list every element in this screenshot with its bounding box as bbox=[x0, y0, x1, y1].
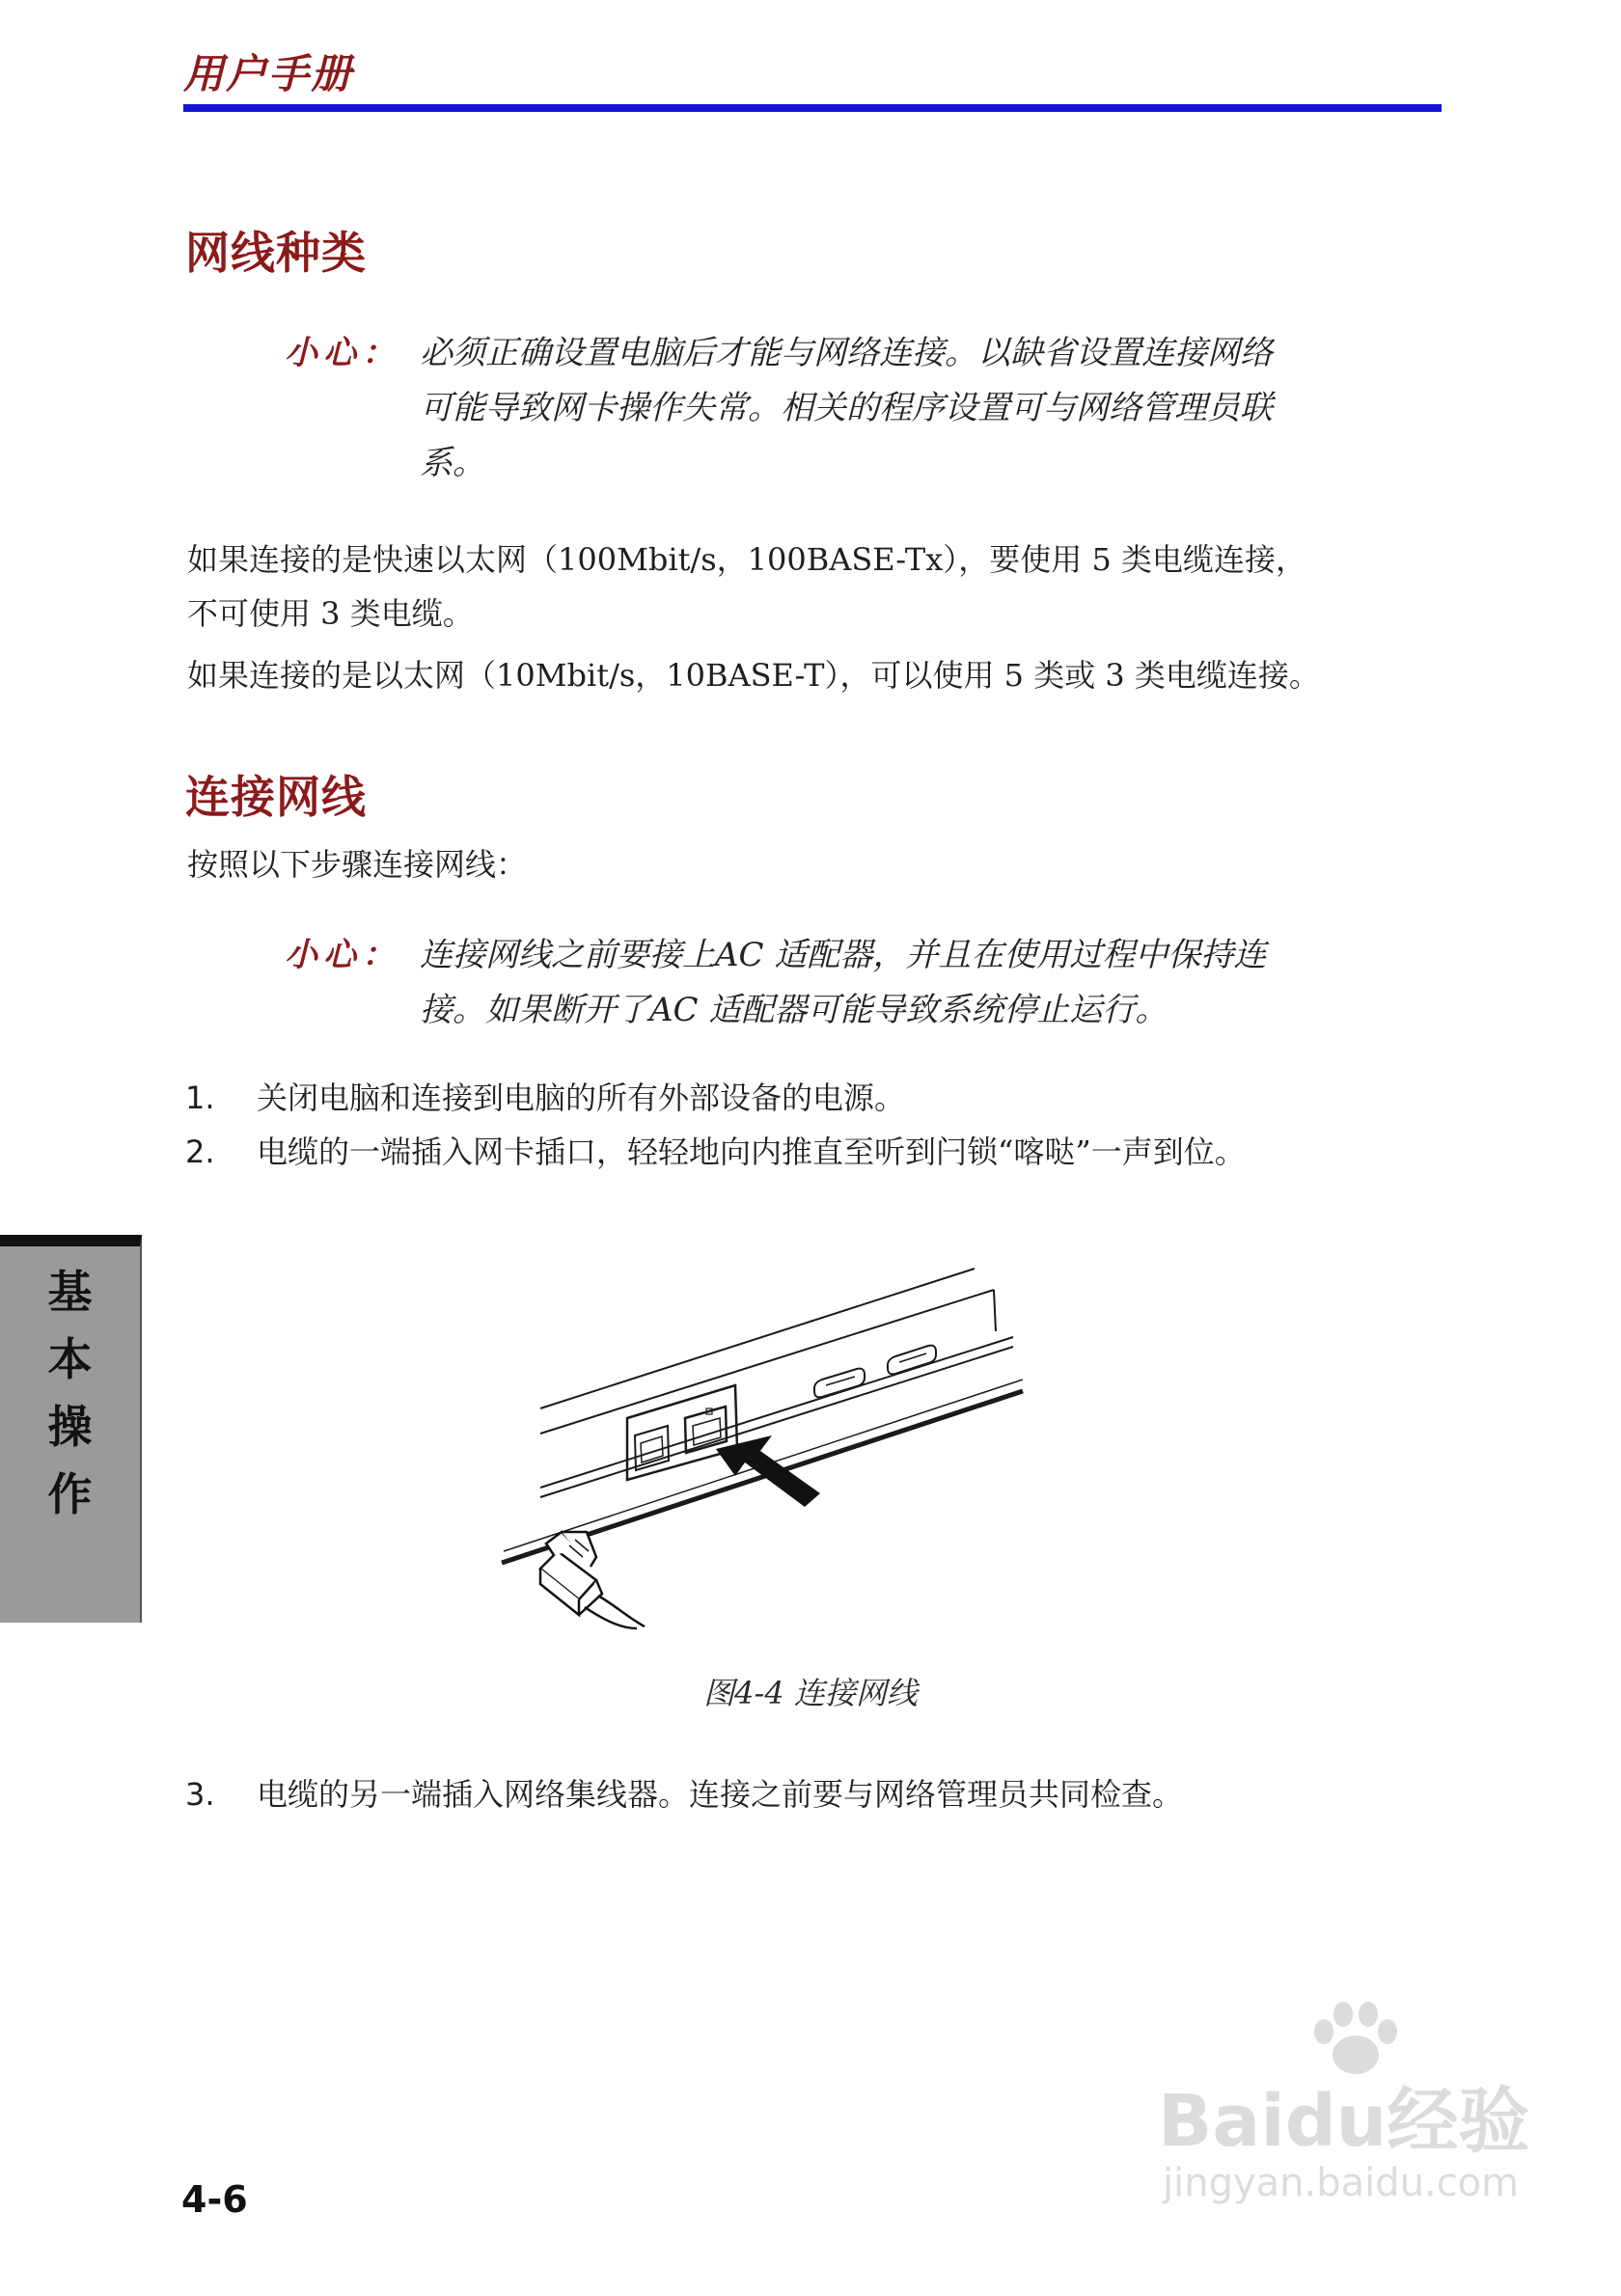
header-rule bbox=[183, 104, 1442, 112]
lan-connection-illustration bbox=[482, 1244, 1061, 1630]
step-text: 电缆的一端插入网卡插口，轻轻地向内推直至听到闩锁“喀哒”一声到位。 bbox=[257, 1134, 1246, 1170]
step-number: 3. bbox=[185, 1776, 215, 1813]
step-text: 关闭电脑和连接到电脑的所有外部设备的电源。 bbox=[257, 1080, 906, 1116]
laptop-top-edge bbox=[540, 1269, 975, 1408]
chapter-side-tab bbox=[0, 1235, 142, 1623]
rj45-plug-icon bbox=[538, 1532, 602, 1615]
step-number: 2. bbox=[185, 1134, 215, 1170]
page-number: 4-6 bbox=[181, 2178, 248, 2221]
caution-label-text: 小心： bbox=[285, 334, 400, 372]
paragraph-line: 如果连接的是快速以太网（100Mbit/s，100BASE-Tx），要使用 5 类电缆连接， bbox=[187, 541, 1306, 578]
header-title: 用户手册 bbox=[183, 50, 354, 97]
caution-block-2 bbox=[420, 928, 1404, 1038]
baidu-paw-icon bbox=[1303, 1997, 1409, 2084]
insert-arrow-icon bbox=[716, 1435, 820, 1507]
side-tab-char: 操 bbox=[47, 1401, 93, 1453]
caution-line: 连接网线之前要接上AC 适配器，并且在使用过程中保持连 bbox=[420, 936, 1267, 974]
caution-block-1 bbox=[420, 326, 1404, 491]
side-tab-char: 基 bbox=[47, 1266, 93, 1318]
list-item bbox=[185, 1767, 1469, 1821]
paragraph-fast-ethernet bbox=[187, 533, 1461, 641]
steps-intro: 按照以下步骤连接网线： bbox=[187, 846, 528, 883]
caution-line: 可能导致网卡操作失常。相关的程序设置可与网络管理员联 bbox=[420, 389, 1273, 427]
side-tab-char: 作 bbox=[47, 1468, 93, 1520]
section-heading-cable-types: 网线种类 bbox=[185, 227, 367, 279]
caution-label-text: 小心： bbox=[285, 936, 400, 974]
step-text: 电缆的另一端插入网络集线器。连接之前要与网络管理员共同检查。 bbox=[257, 1776, 1184, 1813]
watermark-brand-text: Baidu经验 bbox=[1158, 2080, 1530, 2163]
caution-line: 必须正确设置电脑后才能与网络连接。以缺省设置连接网络 bbox=[420, 334, 1273, 372]
list-item bbox=[185, 1071, 1469, 1125]
paragraph-ethernet: 如果连接的是以太网（10Mbit/s，10BASE-T），可以使用 5 类或 3 类电缆连接。 bbox=[187, 657, 1320, 694]
section-heading-connect-cable: 连接网线 bbox=[185, 771, 367, 823]
caution-label-2 bbox=[285, 928, 400, 983]
caution-label-1 bbox=[285, 326, 400, 381]
watermark-url: jingyan.baidu.com bbox=[1163, 2161, 1520, 2205]
list-item bbox=[185, 1125, 1469, 1179]
caution-line: 系。 bbox=[420, 444, 485, 482]
figure-caption: 图4-4 连接网线 bbox=[703, 1675, 918, 1711]
paragraph-line: 不可使用 3 类电缆。 bbox=[187, 595, 474, 632]
side-tab-char: 本 bbox=[47, 1333, 93, 1385]
caution-line: 接。如果断开了AC 适配器可能导致系统停止运行。 bbox=[420, 991, 1168, 1029]
step-number: 1. bbox=[185, 1080, 215, 1116]
laptop-corner bbox=[994, 1290, 996, 1331]
step-list-top bbox=[185, 1071, 1469, 1179]
chapter-side-tab-label bbox=[0, 1246, 140, 1528]
